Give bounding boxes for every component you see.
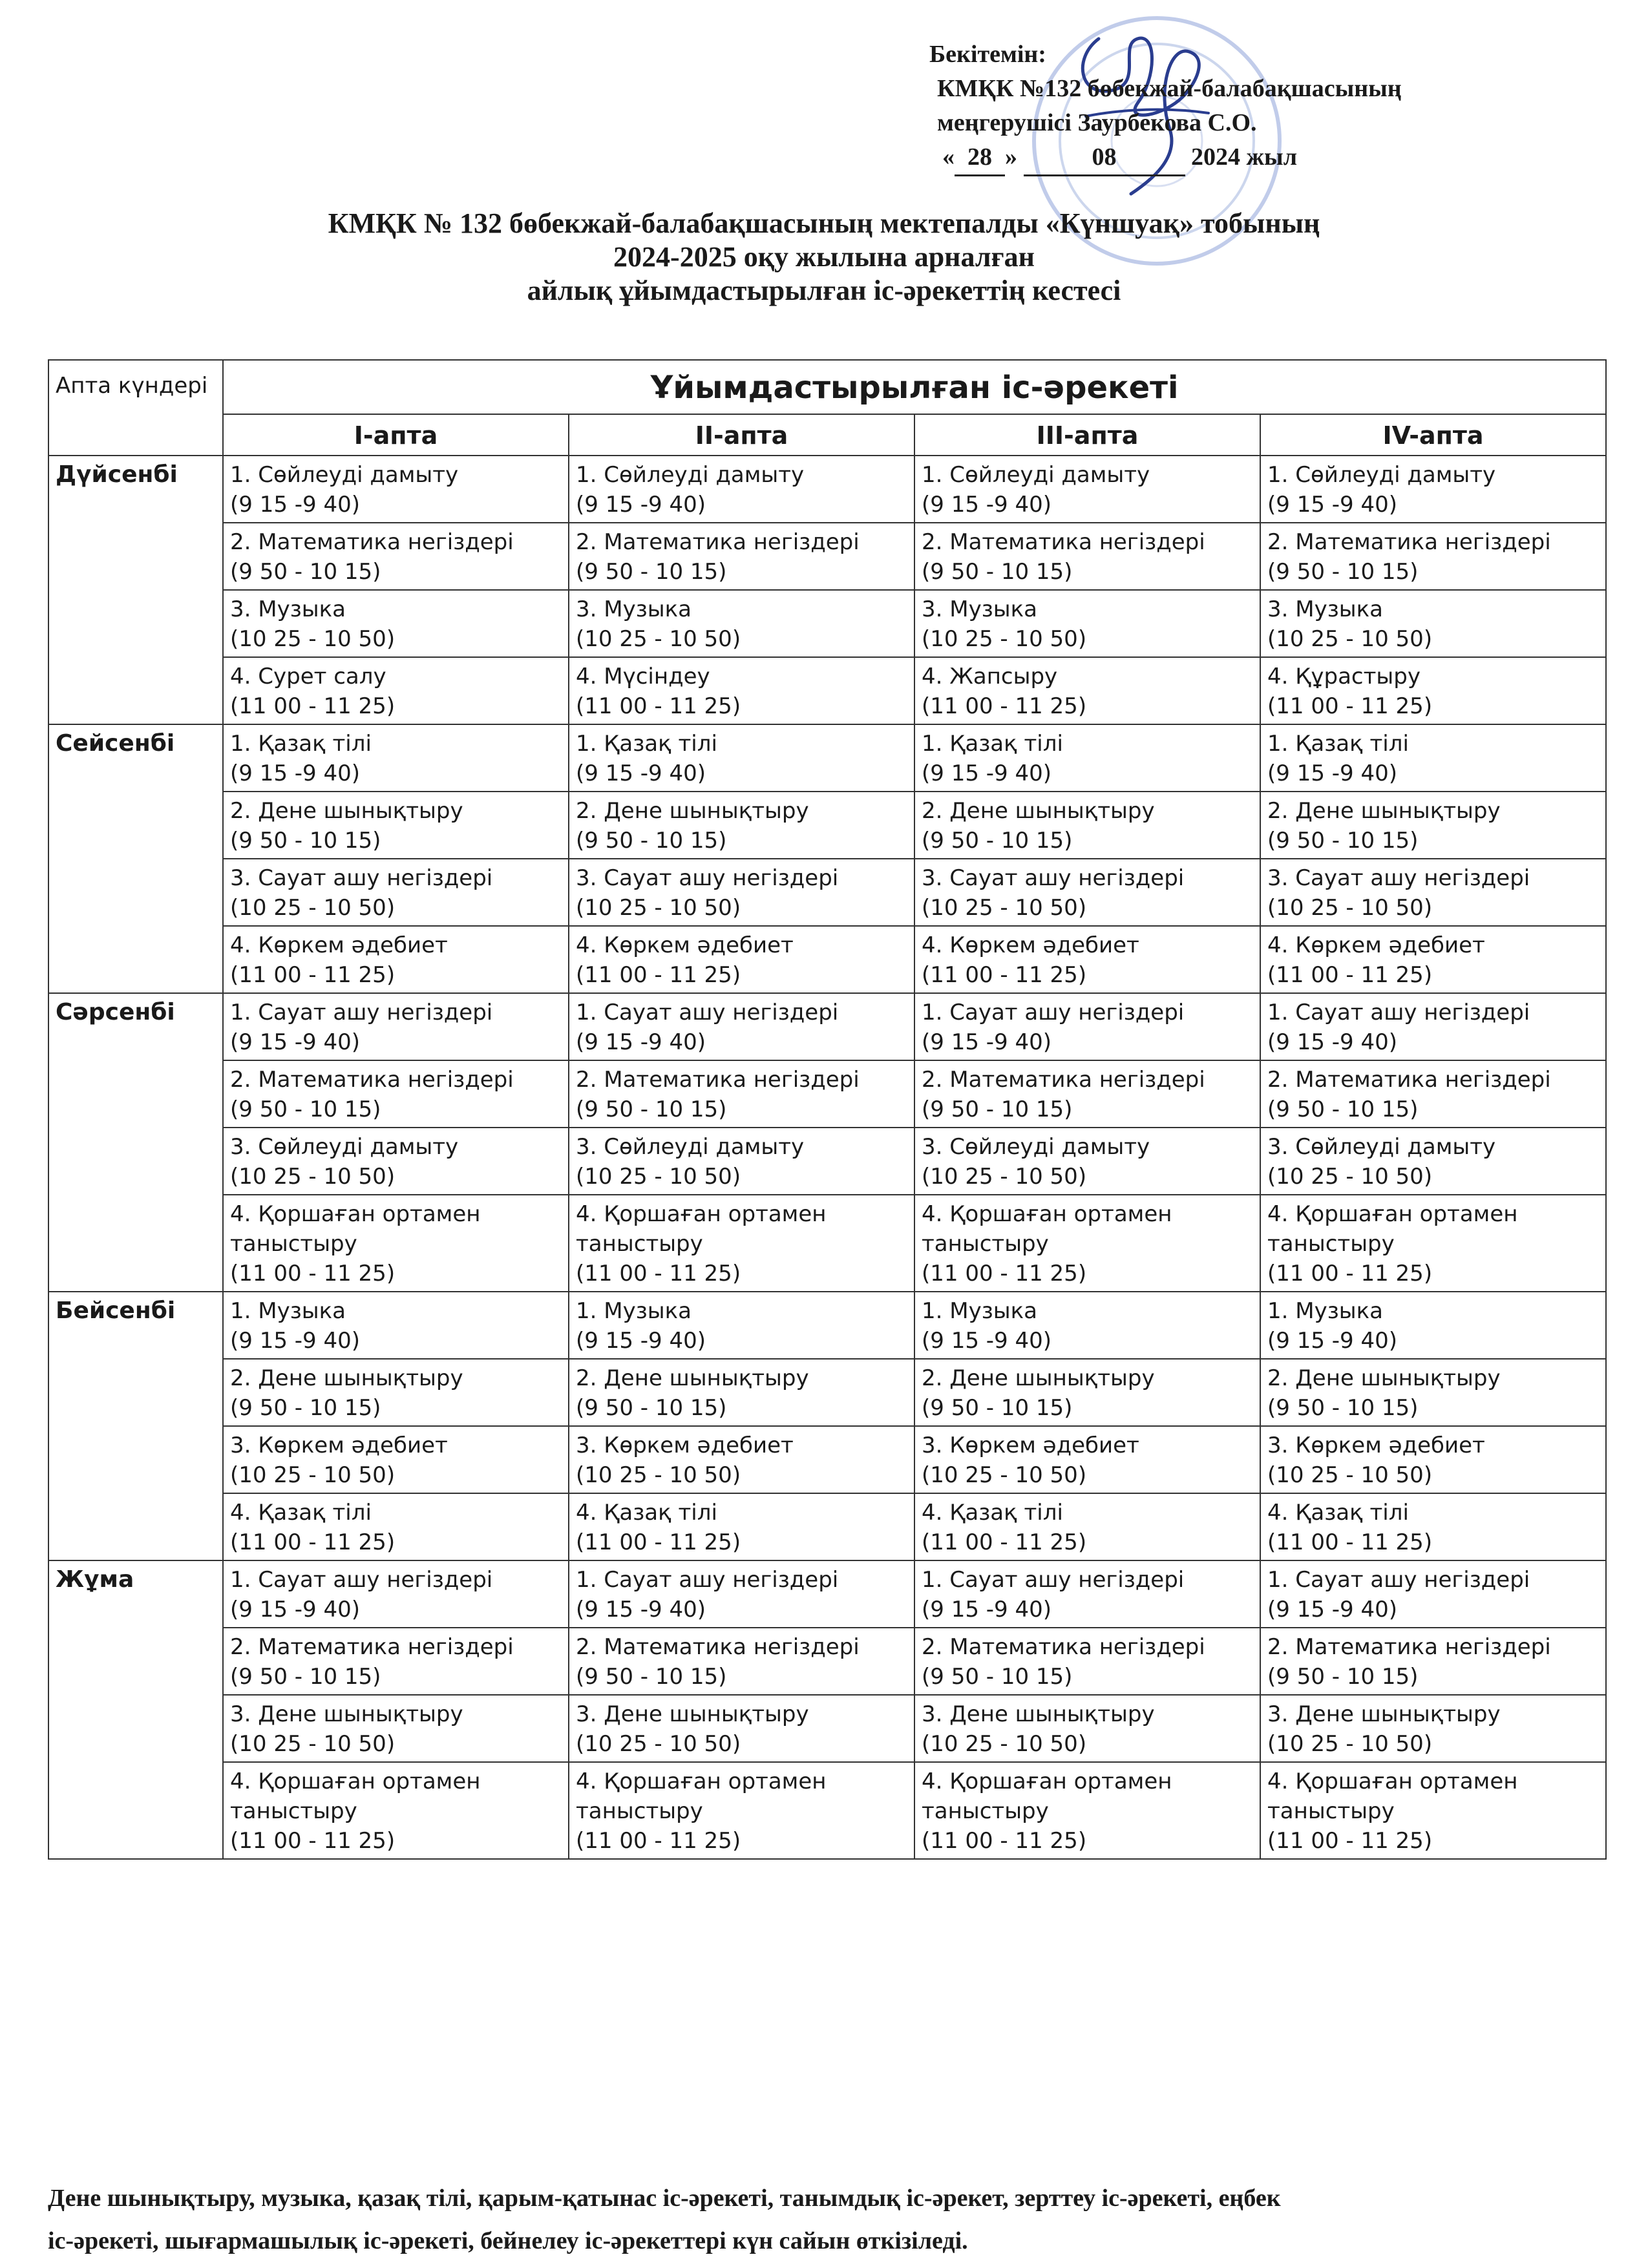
activity-name: 2. Дене шынықтыру: [230, 1365, 463, 1391]
title-line-1: КМҚК № 132 бөбекжай-балабақшасының мектепалды «Күншуақ» тобының: [328, 207, 1320, 239]
activity-time: (9 50 - 10 15): [230, 1395, 381, 1421]
activity-cell: [223, 926, 569, 993]
activity-name: 1. Сауат ашу негіздері: [576, 1567, 839, 1593]
activity-cell: [569, 724, 914, 792]
activity-cell: [914, 657, 1260, 724]
activity-name: 4. Қоршаған ортамен таныстыру: [1267, 1769, 1518, 1824]
header-row: [48, 360, 1606, 414]
activity-time: (11 00 - 11 25): [1267, 962, 1433, 988]
activity-cell: [914, 590, 1260, 657]
title-line-3: айлық ұйымдастырылған іс-әрекеттің кестесі: [527, 275, 1121, 306]
activity-name: 3. Музыка: [1267, 596, 1383, 622]
activity-cell: [1260, 1195, 1606, 1292]
week-header-1: І-апта: [223, 414, 569, 456]
activity-cell: [569, 1195, 914, 1292]
activity-time: (11 00 - 11 25): [1267, 1261, 1433, 1286]
activity-time: (9 50 - 10 15): [1267, 1664, 1419, 1690]
activity-time: (11 00 - 11 25): [576, 1261, 741, 1286]
activity-name: 4. Қоршаған ортамен таныстыру: [922, 1201, 1172, 1257]
activity-time: (10 25 - 10 50): [1267, 1731, 1433, 1757]
activity-time: (11 00 - 11 25): [1267, 1828, 1433, 1854]
activity-name: 3. Сауат ашу негіздері: [1267, 865, 1530, 891]
activity-cell: [914, 523, 1260, 590]
schedule-row: [48, 1128, 1606, 1195]
activity-cell: [914, 792, 1260, 859]
activity-cell: [223, 993, 569, 1060]
activity-name: 3. Сауат ашу негіздері: [230, 865, 493, 891]
activity-time: (9 50 - 10 15): [230, 559, 381, 585]
document-title: [0, 207, 1648, 308]
activity-time: (9 50 - 10 15): [576, 1664, 727, 1690]
activity-cell: [914, 1493, 1260, 1560]
activity-name: 1. Музыка: [576, 1298, 692, 1324]
activity-cell: [1260, 657, 1606, 724]
activity-time: (10 25 - 10 50): [1267, 1164, 1433, 1190]
schedule-row: [48, 1628, 1606, 1695]
activity-cell: [914, 859, 1260, 926]
activity-cell: [914, 1128, 1260, 1195]
activity-name: 4. Қоршаған ортамен таныстыру: [576, 1769, 827, 1824]
activity-name: 2. Математика негіздері: [576, 529, 860, 555]
activity-name: 2. Математика негіздері: [230, 1634, 514, 1660]
title-line-2: 2024-2025 оқу жылына арналған: [613, 241, 1035, 273]
activity-cell: [569, 1060, 914, 1128]
activity-name: 4. Көркем әдебиет: [922, 932, 1139, 958]
schedule-table: [48, 359, 1607, 1860]
activity-cell: [1260, 993, 1606, 1060]
activity-name: 3. Сөйлеуді дамыту: [576, 1134, 805, 1160]
activity-cell: [914, 1560, 1260, 1628]
activity-cell: [569, 1426, 914, 1493]
activity-name: 1. Сауат ашу негіздері: [230, 1000, 493, 1025]
activity-cell: [914, 1359, 1260, 1426]
activity-time: (9 15 -9 40): [922, 1328, 1052, 1354]
activity-name: 2. Дене шынықтыру: [1267, 798, 1501, 824]
activity-cell: [1260, 859, 1606, 926]
activity-cell: [914, 1762, 1260, 1859]
activity-cell: [914, 724, 1260, 792]
activity-cell: [914, 993, 1260, 1060]
activity-cell: [223, 1493, 569, 1560]
activity-name: 2. Математика негіздері: [922, 529, 1205, 555]
activity-cell: [223, 1195, 569, 1292]
activity-time: (9 15 -9 40): [1267, 492, 1398, 518]
activity-time: (11 00 - 11 25): [230, 1261, 396, 1286]
activity-cell: [1260, 1292, 1606, 1359]
activity-time: (9 50 - 10 15): [230, 1097, 381, 1122]
activity-cell: [223, 1762, 569, 1859]
weekday-cell: Бейсенбі: [48, 1292, 223, 1560]
activity-time: (10 25 - 10 50): [576, 1462, 741, 1488]
activity-name: 1. Сауат ашу негіздері: [1267, 1567, 1530, 1593]
activity-time: (9 15 -9 40): [230, 761, 361, 786]
activity-time: (9 15 -9 40): [576, 1597, 706, 1622]
activity-cell: [1260, 523, 1606, 590]
schedule-row: [48, 724, 1606, 792]
activity-time: (9 15 -9 40): [576, 761, 706, 786]
activity-name: 3. Көркем әдебиет: [1267, 1433, 1485, 1458]
activity-time: (10 25 - 10 50): [922, 895, 1087, 921]
activity-time: (11 00 - 11 25): [922, 1529, 1087, 1555]
activity-cell: [569, 792, 914, 859]
activity-name: 1. Қазақ тілі: [230, 731, 372, 757]
activity-cell: [1260, 1628, 1606, 1695]
activity-name: 4. Көркем әдебиет: [576, 932, 794, 958]
activity-name: 2. Дене шынықтыру: [922, 798, 1155, 824]
activity-cell: [914, 926, 1260, 993]
corner-header: Апта күндері: [48, 360, 223, 456]
activity-name: 3. Сөйлеуді дамыту: [230, 1134, 459, 1160]
activity-time: (11 00 - 11 25): [576, 1529, 741, 1555]
schedule-row: [48, 1762, 1606, 1859]
activity-name: 1. Қазақ тілі: [1267, 731, 1409, 757]
activity-cell: [569, 993, 914, 1060]
weekday-cell: Жұма: [48, 1560, 223, 1859]
activity-name: 2. Математика негіздері: [230, 1067, 514, 1093]
activity-time: (10 25 - 10 50): [922, 1462, 1087, 1488]
activity-name: 1. Музыка: [922, 1298, 1037, 1324]
activity-cell: [1260, 1060, 1606, 1128]
activity-cell: [569, 456, 914, 523]
schedule-row: [48, 1560, 1606, 1628]
activity-time: (10 25 - 10 50): [230, 626, 396, 652]
approval-month: 08: [1024, 140, 1185, 176]
schedule-row: [48, 1060, 1606, 1128]
activity-name: 1. Музыка: [230, 1298, 346, 1324]
schedule-row: [48, 993, 1606, 1060]
activity-cell: [223, 1060, 569, 1128]
schedule-row: [48, 1493, 1606, 1560]
activity-time: (9 50 - 10 15): [576, 1097, 727, 1122]
activity-cell: [1260, 1695, 1606, 1762]
activity-cell: [1260, 1426, 1606, 1493]
schedule-row: [48, 523, 1606, 590]
activity-cell: [569, 1292, 914, 1359]
footer-note-line-2: іс-әрекеті, шығармашылық іс-әрекеті, бейнелеу іс-әрекеттері күн сайын өткізіледі.: [48, 2227, 968, 2254]
activity-name: 4. Қазақ тілі: [922, 1500, 1063, 1526]
activity-cell: [914, 456, 1260, 523]
activity-name: 3. Сөйлеуді дамыту: [922, 1134, 1150, 1160]
activity-name: 2. Математика негіздері: [922, 1634, 1205, 1660]
activity-name: 4. Қазақ тілі: [1267, 1500, 1409, 1526]
activity-name: 3. Музыка: [230, 596, 346, 622]
activity-name: 3. Дене шынықтыру: [230, 1701, 463, 1727]
schedule-row: [48, 1359, 1606, 1426]
activity-cell: [569, 590, 914, 657]
approval-day: 28: [955, 140, 1005, 176]
activity-cell: [914, 1695, 1260, 1762]
activity-name: 2. Дене шынықтыру: [230, 798, 463, 824]
activity-time: (10 25 - 10 50): [230, 895, 396, 921]
activity-name: 3. Сауат ашу негіздері: [922, 865, 1185, 891]
activity-time: (10 25 - 10 50): [576, 626, 741, 652]
activity-time: (10 25 - 10 50): [576, 1164, 741, 1190]
activity-name: 2. Дене шынықтыру: [576, 798, 809, 824]
activity-cell: [223, 1426, 569, 1493]
activity-cell: [223, 1359, 569, 1426]
activity-cell: [914, 1060, 1260, 1128]
week-header-4: ІV-апта: [1260, 414, 1606, 456]
activity-name: 4. Қоршаған ортамен таныстыру: [576, 1201, 827, 1257]
activity-time: (9 15 -9 40): [230, 492, 361, 518]
activity-name: 1. Сауат ашу негіздері: [922, 1000, 1185, 1025]
activity-time: (10 25 - 10 50): [1267, 626, 1433, 652]
activity-cell: [569, 926, 914, 993]
activity-time: (11 00 - 11 25): [1267, 693, 1433, 719]
activity-name: 4. Мүсіндеу: [576, 664, 710, 689]
activity-time: (9 50 - 10 15): [1267, 1097, 1419, 1122]
activity-cell: [223, 590, 569, 657]
activity-name: 4. Қоршаған ортамен таныстыру: [230, 1201, 481, 1257]
schedule-row: [48, 657, 1606, 724]
activity-name: 3. Көркем әдебиет: [576, 1433, 794, 1458]
activity-cell: [223, 1695, 569, 1762]
activity-cell: [914, 1628, 1260, 1695]
activity-name: 1. Сауат ашу негіздері: [922, 1567, 1185, 1593]
activity-cell: [1260, 590, 1606, 657]
activity-name: 4. Қазақ тілі: [576, 1500, 717, 1526]
activity-time: (9 15 -9 40): [1267, 1328, 1398, 1354]
activity-time: (11 00 - 11 25): [922, 693, 1087, 719]
activity-time: (9 15 -9 40): [230, 1328, 361, 1354]
activity-name: 3. Көркем әдебиет: [922, 1433, 1139, 1458]
activity-cell: [1260, 792, 1606, 859]
activity-time: (10 25 - 10 50): [922, 1731, 1087, 1757]
activity-name: 3. Дене шынықтыру: [576, 1701, 809, 1727]
activity-time: (9 50 - 10 15): [1267, 1395, 1419, 1421]
activity-cell: [223, 657, 569, 724]
activity-time: (9 15 -9 40): [1267, 761, 1398, 786]
activity-name: 1. Сөйлеуді дамыту: [922, 462, 1150, 488]
week-header-2: ІІ-апта: [569, 414, 914, 456]
activity-name: 1. Сауат ашу негіздері: [1267, 1000, 1530, 1025]
schedule-row: [48, 1195, 1606, 1292]
main-header: Ұйымдастырылған іс-әрекеті: [223, 360, 1606, 414]
activity-time: (9 50 - 10 15): [922, 828, 1073, 854]
activity-cell: [569, 523, 914, 590]
activity-time: (9 15 -9 40): [922, 1029, 1052, 1055]
activity-name: 3. Дене шынықтыру: [922, 1701, 1155, 1727]
activity-time: (9 50 - 10 15): [576, 828, 727, 854]
activity-name: 2. Математика негіздері: [922, 1067, 1205, 1093]
activity-cell: [569, 1359, 914, 1426]
activity-time: (9 50 - 10 15): [230, 1664, 381, 1690]
activity-time: (9 15 -9 40): [922, 761, 1052, 786]
activity-name: 1. Қазақ тілі: [576, 731, 717, 757]
activity-name: 1. Қазақ тілі: [922, 731, 1063, 757]
activity-name: 3. Сөйлеуді дамыту: [1267, 1134, 1496, 1160]
activity-cell: [1260, 724, 1606, 792]
activity-time: (11 00 - 11 25): [230, 1529, 396, 1555]
activity-time: (10 25 - 10 50): [922, 626, 1087, 652]
activity-name: 1. Сөйлеуді дамыту: [1267, 462, 1496, 488]
activity-time: (11 00 - 11 25): [922, 1828, 1087, 1854]
activity-time: (9 15 -9 40): [1267, 1597, 1398, 1622]
footer-note-line-1: Дене шынықтыру, музыка, қазақ тілі, қарым-қатынас іс-әрекеті, танымдық іс-әрекет, зерттеу іс-әрекеті, еңбек: [48, 2185, 1281, 2212]
activity-cell: [223, 456, 569, 523]
activity-cell: [223, 724, 569, 792]
activity-cell: [1260, 1493, 1606, 1560]
activity-name: 2. Математика негіздері: [576, 1067, 860, 1093]
activity-name: 3. Сауат ашу негіздері: [576, 865, 839, 891]
activity-name: 4. Сурет салу: [230, 664, 386, 689]
activity-time: (10 25 - 10 50): [230, 1164, 396, 1190]
activity-cell: [223, 859, 569, 926]
schedule-row: [48, 1292, 1606, 1359]
activity-cell: [569, 657, 914, 724]
activity-name: 2. Математика негіздері: [1267, 1634, 1551, 1660]
weekday-cell: Дүйсенбі: [48, 456, 223, 724]
activity-cell: [223, 1628, 569, 1695]
activity-time: (10 25 - 10 50): [922, 1164, 1087, 1190]
activity-time: (9 50 - 10 15): [1267, 559, 1419, 585]
activity-time: (10 25 - 10 50): [1267, 895, 1433, 921]
activity-time: (10 25 - 10 50): [576, 1731, 741, 1757]
activity-time: (11 00 - 11 25): [576, 962, 741, 988]
activity-cell: [914, 1426, 1260, 1493]
activity-time: (11 00 - 11 25): [576, 1828, 741, 1854]
activity-time: (9 50 - 10 15): [230, 828, 381, 854]
activity-time: (9 15 -9 40): [576, 1029, 706, 1055]
approval-heading: Бекітемін:: [929, 41, 1046, 68]
activity-time: (9 15 -9 40): [922, 492, 1052, 518]
activity-time: (9 15 -9 40): [1267, 1029, 1398, 1055]
schedule-body: [48, 456, 1606, 1859]
activity-name: 2. Дене шынықтыру: [576, 1365, 809, 1391]
activity-time: (9 15 -9 40): [576, 1328, 706, 1354]
activity-time: (11 00 - 11 25): [230, 962, 396, 988]
activity-cell: [569, 859, 914, 926]
activity-cell: [914, 1195, 1260, 1292]
activity-name: 1. Сөйлеуді дамыту: [576, 462, 805, 488]
activity-name: 1. Сөйлеуді дамыту: [230, 462, 459, 488]
activity-time: (9 50 - 10 15): [576, 1395, 727, 1421]
weekday-cell: Сәрсенбі: [48, 993, 223, 1292]
activity-time: (11 00 - 11 25): [230, 693, 396, 719]
activity-time: (11 00 - 11 25): [922, 962, 1087, 988]
schedule-row: [48, 792, 1606, 859]
activity-time: (10 25 - 10 50): [230, 1462, 396, 1488]
schedule-row: [48, 1695, 1606, 1762]
activity-name: 3. Дене шынықтыру: [1267, 1701, 1501, 1727]
activity-time: (9 50 - 10 15): [922, 1664, 1073, 1690]
activity-cell: [569, 1560, 914, 1628]
weeks-row: [48, 414, 1606, 456]
activity-time: (10 25 - 10 50): [576, 895, 741, 921]
approval-block: [929, 37, 1402, 176]
schedule-row: [48, 926, 1606, 993]
activity-time: (9 50 - 10 15): [1267, 828, 1419, 854]
schedule-row: [48, 1426, 1606, 1493]
activity-cell: [223, 1128, 569, 1195]
weekday-cell: Сейсенбі: [48, 724, 223, 993]
activity-name: 4. Құрастыру: [1267, 664, 1421, 689]
activity-name: 4. Қоршаған ортамен таныстыру: [230, 1769, 481, 1824]
activity-cell: [569, 1762, 914, 1859]
activity-time: (9 15 -9 40): [576, 492, 706, 518]
activity-name: 3. Көркем әдебиет: [230, 1433, 448, 1458]
activity-name: 2. Математика негіздері: [576, 1634, 860, 1660]
activity-time: (10 25 - 10 50): [1267, 1462, 1433, 1488]
activity-cell: [1260, 1560, 1606, 1628]
activity-time: (11 00 - 11 25): [230, 1828, 396, 1854]
activity-time: (9 50 - 10 15): [922, 1097, 1073, 1122]
activity-name: 4. Қоршаған ортамен таныстыру: [922, 1769, 1172, 1824]
activity-cell: [223, 1560, 569, 1628]
activity-time: (9 50 - 10 15): [576, 559, 727, 585]
activity-cell: [569, 1128, 914, 1195]
approval-year: 2024 жыл: [1191, 143, 1298, 171]
approval-org: КМҚК №132 бөбекжай-балабақшасының: [937, 75, 1402, 102]
activity-cell: [569, 1493, 914, 1560]
activity-name: 3. Музыка: [922, 596, 1037, 622]
activity-name: 4. Қазақ тілі: [230, 1500, 372, 1526]
activity-name: 2. Дене шынықтыру: [1267, 1365, 1501, 1391]
activity-name: 1. Сауат ашу негіздері: [230, 1567, 493, 1593]
activity-time: (9 50 - 10 15): [922, 559, 1073, 585]
activity-time: (9 50 - 10 15): [922, 1395, 1073, 1421]
activity-name: 2. Математика негіздері: [230, 529, 514, 555]
activity-name: 1. Музыка: [1267, 1298, 1383, 1324]
activity-time: (9 15 -9 40): [230, 1597, 361, 1622]
week-header-3: ІІІ-апта: [914, 414, 1260, 456]
activity-name: 4. Қоршаған ортамен таныстыру: [1267, 1201, 1518, 1257]
activity-name: 2. Математика негіздері: [1267, 529, 1551, 555]
activity-name: 2. Дене шынықтыру: [922, 1365, 1155, 1391]
activity-cell: [1260, 1128, 1606, 1195]
activity-time: (10 25 - 10 50): [230, 1731, 396, 1757]
approval-date: « 28 » 08 2024 жыл: [942, 140, 1402, 176]
activity-cell: [1260, 926, 1606, 993]
activity-name: 2. Математика негіздері: [1267, 1067, 1551, 1093]
activity-cell: [223, 523, 569, 590]
approval-head-name: меңгерушісі Заурбекова С.О.: [937, 109, 1257, 136]
activity-time: (11 00 - 11 25): [576, 693, 741, 719]
activity-cell: [914, 1292, 1260, 1359]
schedule-row: [48, 859, 1606, 926]
activity-cell: [1260, 1762, 1606, 1859]
activity-name: 4. Көркем әдебиет: [230, 932, 448, 958]
activity-cell: [569, 1628, 914, 1695]
activity-name: 4. Жапсыру: [922, 664, 1058, 689]
activity-time: (11 00 - 11 25): [922, 1261, 1087, 1286]
schedule-row: [48, 590, 1606, 657]
activity-time: (9 15 -9 40): [922, 1597, 1052, 1622]
activity-cell: [569, 1695, 914, 1762]
activity-cell: [1260, 456, 1606, 523]
activity-name: 1. Сауат ашу негіздері: [576, 1000, 839, 1025]
activity-cell: [223, 792, 569, 859]
activity-time: (9 15 -9 40): [230, 1029, 361, 1055]
activity-cell: [223, 1292, 569, 1359]
activity-name: 4. Көркем әдебиет: [1267, 932, 1485, 958]
activity-time: (11 00 - 11 25): [1267, 1529, 1433, 1555]
activity-name: 3. Музыка: [576, 596, 692, 622]
activity-cell: [1260, 1359, 1606, 1426]
schedule-row: [48, 456, 1606, 523]
